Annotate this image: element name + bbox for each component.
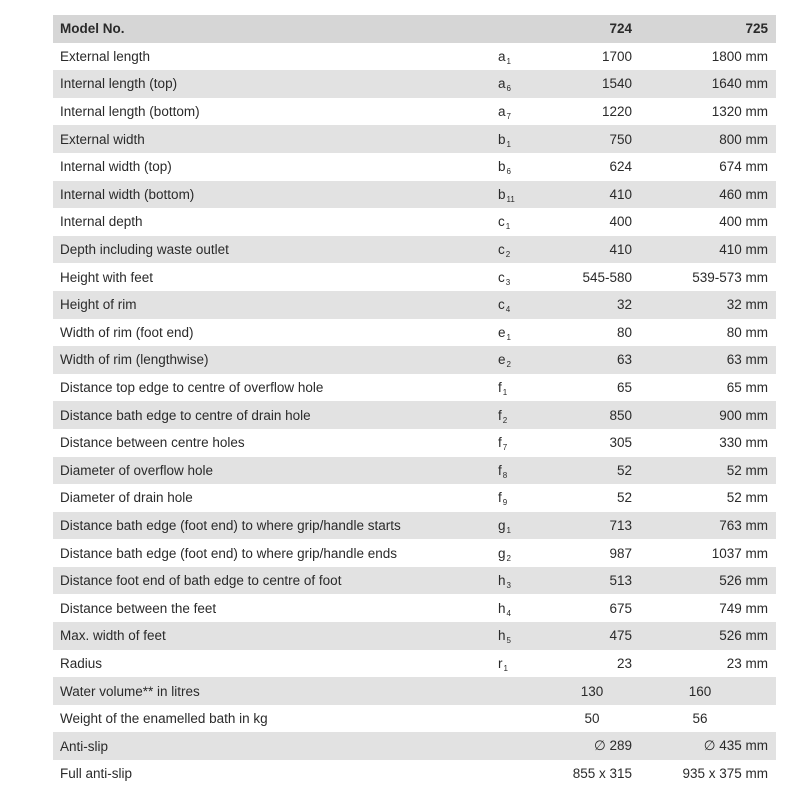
- symbol-subscript: 4: [505, 305, 511, 315]
- value-724: 987: [609, 545, 632, 561]
- row-label: Internal depth: [60, 214, 143, 230]
- symbol-letter: b: [498, 159, 506, 175]
- table-row: [53, 263, 776, 291]
- row-label: Height with feet: [60, 269, 154, 285]
- value-724: 713: [552, 512, 632, 540]
- row-symbol: [498, 153, 552, 181]
- value-724: 130: [552, 677, 632, 705]
- row-symbol: [498, 539, 552, 567]
- header-model-label: Model No.: [53, 15, 498, 43]
- value-724: 675: [609, 600, 632, 616]
- symbol-letter: e: [498, 352, 506, 368]
- row-label: Distance top edge to centre of overflow hole: [60, 380, 324, 396]
- table-row: [53, 622, 776, 650]
- symbol-letter: c: [498, 242, 505, 258]
- symbol-subscript: 8: [502, 470, 508, 480]
- value-725: 526 mm: [632, 622, 776, 650]
- symbol-letter: f: [498, 490, 502, 506]
- row-label: Distance between the feet: [60, 600, 217, 616]
- row-symbol: [498, 594, 552, 622]
- value-724: 410: [552, 236, 632, 264]
- value-724: 1700: [601, 48, 632, 64]
- table-row: [53, 70, 776, 98]
- value-725: 1037 mm: [711, 545, 768, 561]
- value-724: 50: [584, 711, 600, 727]
- value-724: 475: [552, 622, 632, 650]
- symbol-letter: c: [498, 297, 505, 313]
- symbol-letter: f: [498, 380, 502, 396]
- value-725: 63 mm: [632, 346, 776, 374]
- value-725: 460 mm: [632, 181, 776, 209]
- symbol-subscript: 1: [506, 56, 511, 66]
- header-symbol-cell: [498, 15, 552, 43]
- symbol-letter: h: [498, 628, 506, 644]
- symbol-subscript: 1: [505, 222, 511, 232]
- symbol-subscript: 9: [502, 498, 508, 508]
- row-symbol: [498, 401, 552, 429]
- symbol-subscript: 4: [506, 608, 511, 618]
- row-label: Diameter of drain hole: [60, 490, 193, 506]
- symbol-subscript: 2: [506, 553, 511, 563]
- value-724: 750: [552, 125, 632, 153]
- row-label: Full anti-slip: [60, 766, 133, 782]
- row-label: Weight of the enamelled bath in kg: [60, 711, 268, 727]
- table-row: [53, 539, 776, 567]
- value-724: 850: [552, 401, 632, 429]
- value-724: 513: [552, 567, 632, 595]
- value-725: 400 mm: [719, 214, 768, 230]
- row-label: Diameter of overflow hole: [53, 457, 498, 485]
- row-label: Internal length (bottom): [60, 104, 200, 120]
- symbol-letter: c: [498, 269, 505, 285]
- symbol-subscript: 2: [505, 250, 511, 260]
- value-725: 674 mm: [719, 159, 768, 175]
- symbol-letter: c: [498, 214, 505, 230]
- value-725: 23 mm: [726, 655, 768, 671]
- symbol-letter: g: [498, 517, 506, 533]
- value-725: ∅ 435 mm: [632, 732, 776, 760]
- table-row: [53, 732, 776, 760]
- symbol-subscript: 7: [506, 112, 511, 122]
- table-row: [53, 760, 776, 788]
- value-725: 539-573 mm: [692, 269, 768, 285]
- table-header-row: [53, 15, 776, 43]
- row-label: Width of rim (foot end): [60, 324, 194, 340]
- symbol-subscript: 5: [506, 636, 511, 646]
- value-724: 65: [616, 380, 632, 396]
- symbol-letter: b: [498, 131, 506, 147]
- value-725: 900 mm: [632, 401, 776, 429]
- value-725: 1640 mm: [632, 70, 776, 98]
- table-row: [53, 125, 776, 153]
- value-725: 65 mm: [726, 380, 768, 396]
- row-symbol: [498, 208, 552, 236]
- row-symbol: [498, 705, 552, 733]
- value-725: 410 mm: [632, 236, 776, 264]
- symbol-subscript: 3: [505, 277, 511, 287]
- header-model-725: 725: [632, 15, 776, 43]
- row-symbol: [498, 760, 552, 788]
- symbol-letter: g: [498, 545, 506, 561]
- spec-table-body: [53, 15, 776, 788]
- table-row: [53, 512, 776, 540]
- table-row: [53, 650, 776, 678]
- value-725: 52 mm: [726, 490, 768, 506]
- value-724: 624: [609, 159, 632, 175]
- row-label: Anti-slip: [53, 732, 498, 760]
- symbol-letter: e: [498, 324, 506, 340]
- symbol-subscript: 6: [506, 167, 511, 177]
- symbol-subscript: 1: [506, 139, 511, 149]
- row-label: Water volume** in litres: [53, 677, 498, 705]
- row-symbol: [498, 429, 552, 457]
- symbol-subscript: 1: [502, 388, 508, 398]
- symbol-letter: r: [498, 655, 503, 671]
- row-label: Distance bath edge (foot end) to where grip/handle starts: [53, 512, 498, 540]
- table-row: [53, 291, 776, 319]
- row-label: Max. width of feet: [53, 622, 498, 650]
- row-label: Radius: [60, 655, 103, 671]
- value-724: 1540: [552, 70, 632, 98]
- row-symbol: [498, 291, 552, 319]
- row-symbol: [498, 319, 552, 347]
- table-row: [53, 319, 776, 347]
- symbol-letter: f: [498, 407, 502, 423]
- symbol-subscript: 1: [506, 332, 511, 342]
- value-724: 855 x 315: [572, 766, 632, 782]
- row-label: External width: [53, 125, 498, 153]
- row-symbol: [498, 43, 552, 71]
- value-724: 305: [609, 435, 632, 451]
- row-label: Internal length (top): [53, 70, 498, 98]
- row-symbol: [498, 236, 552, 264]
- table-row: [53, 153, 776, 181]
- row-label: Depth including waste outlet: [53, 236, 498, 264]
- symbol-subscript: 7: [502, 443, 508, 453]
- value-724: ∅ 289: [552, 732, 632, 760]
- value-724: 63: [552, 346, 632, 374]
- symbol-letter: a: [498, 104, 506, 120]
- row-symbol: [498, 374, 552, 402]
- value-725: 526 mm: [632, 567, 776, 595]
- symbol-letter: f: [498, 435, 502, 451]
- symbol-subscript: 2: [506, 360, 511, 370]
- table-row: [53, 346, 776, 374]
- value-725: 749 mm: [719, 600, 768, 616]
- symbol-letter: a: [498, 48, 506, 64]
- value-725: 935 x 375 mm: [682, 766, 768, 782]
- table-row: [53, 401, 776, 429]
- table-row: [53, 374, 776, 402]
- row-label: Width of rim (lengthwise): [53, 346, 498, 374]
- row-symbol: [498, 125, 552, 153]
- row-symbol: [498, 622, 552, 650]
- table-row: [53, 705, 776, 733]
- symbol-letter: h: [498, 600, 506, 616]
- value-725: 160: [632, 677, 776, 705]
- symbol-subscript: 1: [503, 663, 508, 673]
- row-label: Distance between centre holes: [60, 435, 245, 451]
- value-724: 23: [616, 655, 632, 671]
- row-symbol: [498, 70, 552, 98]
- row-symbol: [498, 732, 552, 760]
- row-label: Distance bath edge (foot end) to where grip/handle ends: [60, 545, 397, 561]
- row-label: Internal width (bottom): [53, 181, 498, 209]
- value-725: 52 mm: [632, 457, 776, 485]
- value-724: 545-580: [582, 269, 632, 285]
- row-symbol: [498, 650, 552, 678]
- symbol-letter: h: [498, 573, 506, 589]
- table-row: [53, 594, 776, 622]
- symbol-letter: b: [498, 186, 506, 202]
- symbol-subscript: 6: [506, 84, 511, 94]
- value-725: 1800 mm: [711, 48, 768, 64]
- value-725: 763 mm: [632, 512, 776, 540]
- value-724: 80: [616, 324, 632, 340]
- symbol-subscript: 3: [506, 581, 511, 591]
- row-symbol: [498, 677, 552, 705]
- header-model-724: 724: [552, 15, 632, 43]
- value-724: 32: [552, 291, 632, 319]
- table-row: [53, 677, 776, 705]
- table-row: [53, 98, 776, 126]
- row-label: Internal width (top): [60, 159, 172, 175]
- row-symbol: [498, 98, 552, 126]
- table-row: [53, 208, 776, 236]
- table-row: [53, 484, 776, 512]
- symbol-subscript: 1: [506, 525, 511, 535]
- value-725: 800 mm: [632, 125, 776, 153]
- table-row: [53, 457, 776, 485]
- spec-table: [53, 15, 776, 788]
- row-symbol: [498, 512, 552, 540]
- symbol-subscript: 2: [502, 415, 508, 425]
- table-row: [53, 429, 776, 457]
- value-725: 32 mm: [632, 291, 776, 319]
- row-symbol: [498, 346, 552, 374]
- symbol-letter: a: [498, 76, 506, 92]
- row-symbol: [498, 263, 552, 291]
- value-725: 330 mm: [719, 435, 768, 451]
- row-label: External length: [60, 48, 151, 64]
- row-symbol: [498, 457, 552, 485]
- value-725: 80 mm: [726, 324, 768, 340]
- row-symbol: [498, 484, 552, 512]
- value-724: 52: [616, 490, 632, 506]
- value-725: 1320 mm: [711, 104, 768, 120]
- symbol-letter: f: [498, 462, 502, 478]
- table-row: [53, 43, 776, 71]
- row-label: Height of rim: [53, 291, 498, 319]
- table-row: [53, 181, 776, 209]
- row-label: Distance foot end of bath edge to centre of foot: [53, 567, 498, 595]
- row-label: Distance bath edge to centre of drain hole: [53, 401, 498, 429]
- value-724: 1220: [601, 104, 632, 120]
- value-724: 400: [609, 214, 632, 230]
- value-725: 56: [692, 711, 708, 727]
- row-symbol: [498, 567, 552, 595]
- value-724: 410: [552, 181, 632, 209]
- row-symbol: [498, 181, 552, 209]
- value-724: 52: [552, 457, 632, 485]
- symbol-subscript: 11: [506, 194, 515, 204]
- table-row: [53, 236, 776, 264]
- table-row: [53, 567, 776, 595]
